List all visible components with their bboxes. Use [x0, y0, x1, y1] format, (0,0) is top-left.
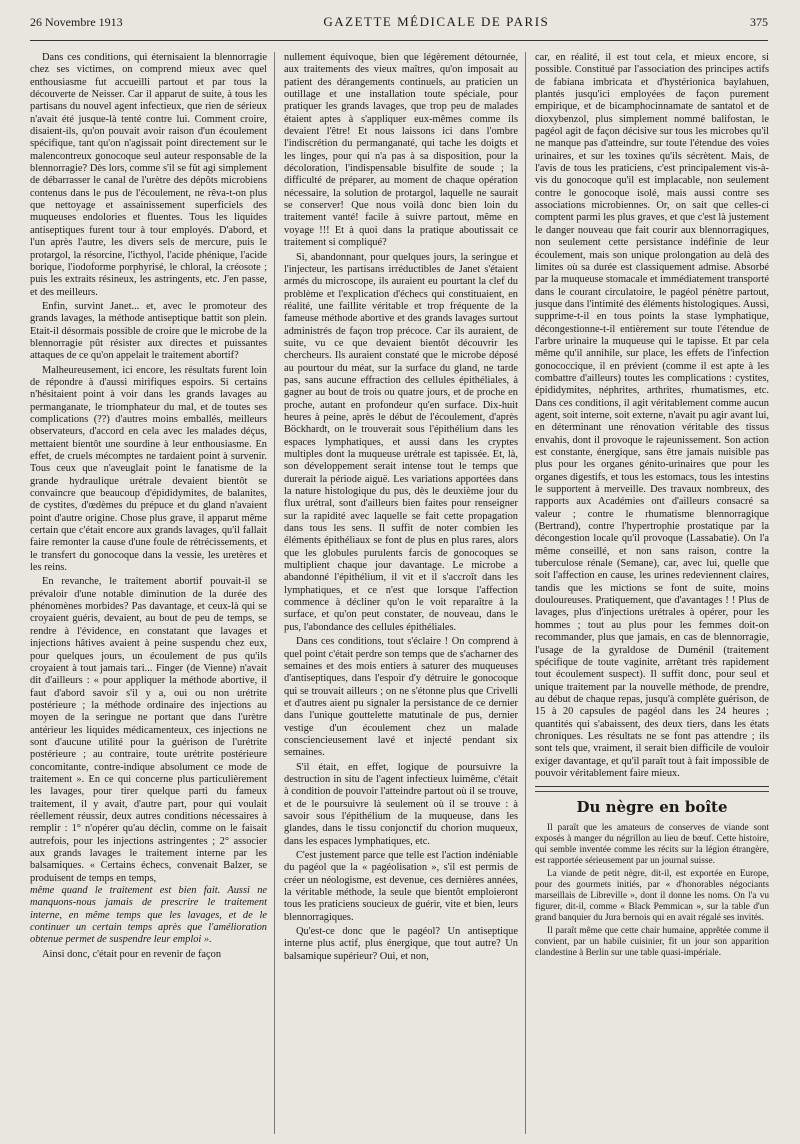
- paragraph: nullement équivoque, bien que légèrement détournée, aux traitements des vieux maîtres, qu'on imposait au patient des dérangements continuels, au praticien un outillage et une installation toute spéciale, pour pratiquer les grands lavages, que trop peu de malades étaient aptes à s'appliquer eux-mêmes comme ils devaient l'être! Et nous laissons ici dans l'ombre l'indiscrétion du permanganaté, qui tache les doigts et les linges, pour qui n'a pas à sa disposition, pour la décoloration, l'indispensable bisulfite de soude ; la difficulté de préparer, au moment de chaque opération nécessaire, la solution de protargol, laquelle ne saurait se conserver! Que nous voilà donc bien loin du traitement vanté! facile à suivre partout, même en voyage !!! Et à quoi dans la pratique aboutissait ce traitement si compliqué?: [284, 52, 518, 249]
- text-columns: [30, 52, 770, 1134]
- section-divider: [535, 786, 769, 787]
- page-number: 375: [750, 15, 768, 29]
- paragraph: Si, abandonnant, pour quelques jours, la seringue et l'injecteur, les partisans irréductibles de Janet s'étaient armés du microscope, ils auraient eu pourtant la clef du problème et l'explication d'échecs qui constituaient, en réalité, une faillite véritable et trop fréquente de la fameuse méthode abortive et des grands lavages surtout administrés de façon trop précoce. Car ils auraient, de suite, vu ce que devaient bientôt découvrir les chercheurs. Ils auraient constaté que le microbe déposé au pourtour du méat, sur la surface du gland, ne tarde pas, sans aucune effraction des cellules épithéliales, à gagner au bout de trois ou quatre jours, et de proche en proche, autant en profondeur qu'en surface. Dix-huit heures à peine, après le début de l'écoulement, d'après Böckhardt, on le trouverait sous l'épithélium dans les espaces lymphatiques, et aussi dans les cryptes multiples dont la muqueuse urétrale est tapissée. Et, là, son développement serait intense tout le temps que durerait la période aiguë. Les variations apportées dans la nature histologique du pus, dès le deuxième jour du flux urétral, sont d'ailleurs bien faites pour renseigner sur la rapidité avec laquelle se fait cette propagation dans tous les sens. Il suffit de noter combien les éléments épithéliaux se font de plus en plus rares, alors que les globules purulents farcis de gonocoques se multiplient chaque jour davantage. Le microbe a abandonné l'épithélium, il vit et il s'accroît dans les lymphatiques, et ce n'est que lorsque l'affection commence à décliner qu'on le voit reparaître à la surface, et qu'on peut constater, de nouveau, dans le pus, l'abondance des cellules épithéliales.: [284, 251, 518, 633]
- paragraph: La viande de petit nègre, dit-il, est exportée en Europe, pour des gourmets initiés, par « d'honorables négociants marseillais de Libreville », dont il donne les noms. On l'a vu figurer, dit-il, comme « Black Pemmican », sur la table d'un grand banquier du Jura bernois qui en avait régalé ses invités.: [535, 869, 769, 924]
- article-title: Du nègre en boîte: [576, 798, 728, 817]
- paragraph: Enfin, survint Janet... et, avec le promoteur des grands lavages, la méthode antiseptique battit son plein. Etait-il désormais possible de croire que le microbe de la blennorragie pût résister aux directes et puissantes attaques de ce qu'on appelait le traitement abortif?: [30, 300, 267, 362]
- paragraph: S'il était, en effet, logique de poursuivre la destruction in situ de l'agent infectieux luimême, c'était à condition de pouvoir l'atteindre partout où il se trouve, et de le poursuivre là seulement où il se trouve : à savoir sous l'épithélium de la muqueuse, dans les glandes, dans le tissu conjonctif du chorion muqueux, dans les espaces lymphatiques, etc.: [284, 761, 518, 847]
- paragraph: Il paraît que les amateurs de conserves de viande sont exposés à manger du négrillon au lieu de bœuf. Cette histoire, qui semble inventée comme les récits sur la légion étrangère, est rapportée sérieusement par un journal suisse.: [535, 823, 769, 867]
- paragraph: Malheureusement, ici encore, les résultats furent loin de répondre à d'aussi mirifiques espoirs. Si certains n'hésitaient point à voir dans les grands lavages au permanganate, le triomphateur du mal, et de toutes ses complications (??) d'autres moins emballés, meilleurs observateurs, d'accord en cela avec les malades déçus, mettaient bientôt une sourdine à leur enthousiasme. En effet, de cruels mécomptes ne tardaient point à survenir. Tous ceux que n'aveuglait point le fanatisme de la grande hydraulique urétrale devaient bientôt se convaincre que beaucoup d'épididymites, de balanites, de cystites, d'œdèmes du prépuce et du gland n'avaient point d'autre origine. Chose plus grave, il apparut même certain que c'était encore aux grands lavages, qu'il fallait faire remonter la cause d'une foule de rétrécissements, et le transfert du gonocoque dans la vessie, les uretères et les reins.: [30, 364, 267, 574]
- paragraph: En revanche, le traitement abortif pouvait-il se prévaloir d'une notable diminution de la durée des phénomènes morbides? Pas davantage, et ceux-là qui se croyaient guéris, devaient, au bout de peu de temps, se rendre à l'évidence, en constatant que lavages et injections hâtives avaient à peine suspendu chez eux, pour quelques jours, un écoulement de pus qu'ils croyaient à tout jamais tari... Finger (de Vienne) n'avait dit d'ailleurs : « pour appliquer la méthode abortive, il faut d'abord savoir s'il y a, oui ou non urétrite postérieure ; la méthode ordinaire des injections au moyen de la seringue ne portant que dans l'urètre antérieur les liquides médicamenteux, ces injections ne sont d'aucune utilité pour la guérison de l'urétrite postérieure ; au contraire, toute urétrite postérieure concomitante, contre-indique absolument ce mode de traitement ». En ce qui concerne plus particulièrement les lavages, pour tirer quelque parti du fameux traitement, il y avait, d'autre part, pour qui voulait réellement réussir, deux autres conditions nécessaires à remplir : 1° n'opérer qu'au déclin, comme on le faisait autrefois, pour les injections astringentes ; 2° associer aux grands lavages le traitement interne par les balsamiques. « Certains échecs, convenait Balzer, se produisent de temps en temps,: [30, 576, 267, 884]
- paragraph-italic: [30, 885, 267, 947]
- paragraph: C'est justement parce que telle est l'action indéniable du pagéol que la « pagéolisation », s'il est permis de créer un néologisme, est devenue, ces dernières années, la véritable méthode, la seule que bientôt emploieront tous les praticiens soucieux de guérir, vite et bien, leurs blennorragiques.: [284, 850, 518, 923]
- column-3: [525, 52, 769, 1134]
- paragraph: Dans ces conditions, qui éternisaient la blennorragie chez ses victimes, on comprend mieux avec quel enthousiasme fut accueilli partout et par tous la découverte de Neisser. Car il apparut de suite, à tous les partisans du nouvel agent infectieux, que rien de sérieux n'avait été jusque-là tenté contre lui. Comment croire, disaient-ils, qu'on pouvait avoir raison d'un écoulement spécifique, tant qu'on n'agissait point directement sur le malencontreux gonocoque seul auteur responsable de la blennorragie? Dès lors, comme s'il se fût agi simplement de débarrasser le canal de l'urètre des dépôts microbiens contenus dans le pus de l'écoulement, ne rêva-t-on plus que nettoyage et assainissement superficiels des muqueuses endolories et fluentes. Tous les liquides antiseptiques furent tour à tour employés. D'abord, et l'un après l'autre, les divers sels de mercure, puis le protargol, la résorcine, l'icthyol, l'acide phénique, l'acide borique, l'iodoforme porphyrisé, le chloral, la créosote ; puis les extraits résineux, les astringents, etc. J'en passe, et des meilleurs.: [30, 52, 267, 298]
- paragraph: Qu'est-ce donc que le pagéol? Un antiseptique interne plus actif, plus énergique, que tout autre? Un balsamique supérieur? Oui, et non,: [284, 926, 518, 962]
- issue-date: 26 Novembre 1913: [30, 15, 123, 29]
- paragraph: Dans ces conditions, tout s'éclaire ! On comprend à quel point c'était perdre son temps que de s'acharner des semaines et des mois entiers à saturer des muqueuses d'antiseptiques, dans l'espoir d'y détruire le gonocoque qui se trouvait ailleurs ; on ne s'étonne plus que Crivelli et d'autres aient pu signaler la persistance de ce dernier dans l'unique gouttelette matutinale de pus, dernier vestige d'un écoulement chez un malade consciencieusement lavé et injecté pendant six semaines.: [284, 636, 518, 759]
- paragraph: Ainsi donc, c'était pour en revenir de façon: [42, 948, 222, 960]
- paragraph: car, en réalité, il est tout cela, et mieux encore, si possible. Constitué par l'association des principes actifs de fabiana imbricata et d'hystérionica baylahuen, plantés jusqu'ici employées de façon purement empirique, et de bicamphocinnamate de santatol et de dioxybenzol, plus simplement nommé balifostan, le pagéol agit de façon décisive sur tous les microbes qu'il ne manque pas d'atteindre, sur toute l'étendue des voies urinaires, et sur les toxines qu'ils sécrètent. Mais, de l'avis de tous les praticiens, c'est principalement vis-à-vis du gonocoque qu'il est implacable, non seulement contre le gonocoque isolé, mais aussi contre ses associations microbiennes. Or, on sait que celles-ci comptent parmi les plus graves, et que c'est là justement le danger nouveau que fait courir aux blennorragiques, non seulement cette persistance indéfinie de leur écoulement, mais son unique prolongation au delà des limites où sa durée est classiquement admise. Absorbé par la muqueuse stomacale et immédiatement transporté dans le courant circulatoire, le pagéol pénètre partout, jusque dans l'intimité des éléments histologiques. Aussi, supprime-t-il en tous points la stase lymphatique, décongestionne-t-il entièrement sur toute l'étendue de l'arbre urinaire la muqueuse qui le tapisse. Et par cela même qu'il annihile, sur place, les effets de l'infection gonococcique, il en prévient (comme il est apte à les combattre d'ailleurs) toutes les complications : cystites, épididymites, néphrites, arthrites, rhumatismes, etc. Dans ces conditions, il agit véritablement comme aucun agent, soit interne, soit externe, n'avait pu agir avant lui, en déterminant une rénovation véritable des tissus envahis, dont il provoque le rajeunissement. Son action est constante, énergique, sans être jamais nuisible pas plus pour les organes génito-urinaires que pour les organes digestifs, et tous les estomacs, tous les intestins le supportent à merveille. Des travaux nombreux, des rapports aux Académies ont d'ailleurs consacré sa valeur ; contre le rhumatisme blennorragique (Bertrand), contre l'hypertrophie prostatique par la décongestion locale qu'il provoque (Lassabatie). On l'a même conseillé, et non sans raison, contre la tuberculose rénale (Semane), car, avec lui, quelle que soit l'affection en cause, les urines redeviennent claires, tandis que les mictions se font de suite, moins douloureuses. Pratiquement, que d'avantages ! ! Plus de lavages, plus d'injections urétrales à opérer, pour les hommes ; tout au plus pour les femmes doit-on recommander, plus que jamais, en cas de blennorragie, l'usage de la gyraldose de Duménil (traitement spécifique de toute vaginite, arrêtant très rapidement tout écoulement suspect). Il suffit donc, pour seul et unique traitement par la nouvelle méthode, de prendre, au début de chaque repas, jusqu'à complète guérison, de 15 à 20 capsules de pagéol dans les 24 heures ; quantités qui s'abaissent, des deux tiers, dans les états chroniques. Les résultats ne se font pas attendre ; ils sont tels que, vraiment, il serait bien difficile de vouloir exiger davantage, et qu'il paraît tout à fait impossible de pouvoir véritablement faire mieux.: [535, 52, 769, 779]
- paragraph: Il paraît même que cette chair humaine, apprêtée comme il convient, par un habile cuisinier, fit un jour son apparition clandestine à Berlin sur une table quasi-impériale.: [535, 926, 769, 959]
- column-1: [30, 52, 267, 1134]
- journal-title: GAZETTE MÉDICALE DE PARIS: [323, 14, 550, 29]
- section-divider-thin: [535, 791, 769, 792]
- italic-quote: même quand le traitement est bien fait. Aussi ne manquons-nous jamais de prescrire le traitement interne, en même temps que les lavages, et de le continuer un certain temps après que l'amélioration obtenue permet de suspendre leur emploi ».: [30, 885, 267, 946]
- page-header: [30, 14, 768, 41]
- column-2: [274, 52, 518, 1134]
